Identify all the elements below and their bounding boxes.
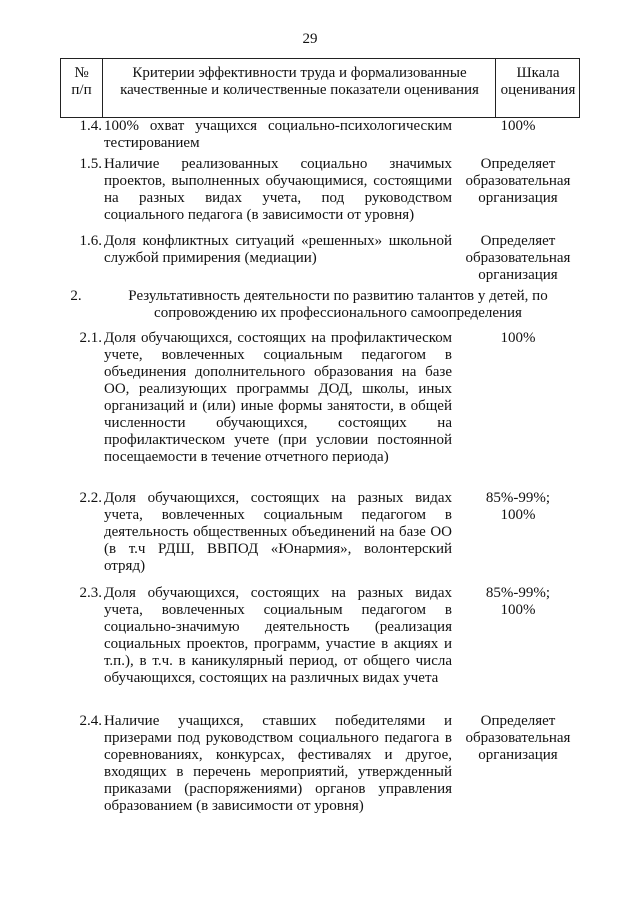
row-text: 100% охват учащихся социально-психологическим тестированием (104, 118, 452, 151)
page-number: 29 (302, 31, 318, 47)
row-scale: Определяет образовательная организация (465, 713, 571, 763)
section-title: Результативность деятельности по развитию талантов у детей, по сопровождению их профессионального самоопределения (128, 288, 548, 321)
row-num: 1.6. (79, 233, 102, 249)
row-text: Доля обучающихся, состоящих на разных видах учета, вовлеченных социальным педагогом в социально-значимую деятельность (реализация социальных проектов, программ, участие в акциях и т.п.), в т.ч. в каникулярный период, от общего числа обучающихся, состоящих на различных видах учета (104, 585, 452, 686)
row-text: Доля обучающихся, состоящих на профилактическом учете, вовлеченных социальным педагогом в объединения дополнительного образования на базе ОО, реализующих программы ДОД, школы, иных организаций и (или) иные формы занятости, в общей численности обучающихся, состоящих на профилактическом учете (при условии постоянной посещаемости в течение отчетного периода) (104, 330, 452, 465)
table-header (60, 58, 580, 118)
row-scale: Определяет образовательная организация (465, 156, 571, 206)
row-text: Наличие учащихся, ставших победителями и призерами под руководством социального педагога в соревнованиях, конкурсах, фестивалях и другое, входящих в перечень мероприятий, утвержденный приказами (распоряжениями) органов управления образованием (в зависимости от уровня) (104, 713, 452, 814)
row-text: Наличие реализованных социально значимых проектов, выполненных обучающимися, состоящими на разных видах учета, под руководством социального педагога (в зависимости от уровня) (104, 156, 452, 223)
row-scale: 100% (500, 118, 536, 134)
section-num: 2. (70, 288, 82, 304)
header-criteria: Критерии эффективности труда и формализованные качественные и количественные показатели оценивания (104, 59, 496, 117)
row-num: 1.4. (79, 118, 102, 134)
header-scale: Шкала оценивания (500, 65, 576, 98)
row-num: 2.1. (79, 330, 102, 346)
row-num: 2.3. (79, 585, 102, 601)
header-num: № п/п (61, 59, 103, 117)
row-scale: 85%-99%; 100% (485, 490, 551, 523)
row-scale: Определяет образовательная организация (465, 233, 571, 283)
row-scale: 85%-99%; 100% (485, 585, 551, 618)
row-scale: 100% (500, 330, 536, 346)
row-num: 1.5. (79, 156, 102, 172)
row-text: Доля обучающихся, состоящих на разных видах учета, вовлеченных социальным педагогом в деятельность общественных объединений на базе ОО (в т.ч РДШ, ВВПОД «Юнармия», волонтерский отряд) (104, 490, 452, 574)
row-num: 2.4. (79, 713, 102, 729)
row-text: Доля конфликтных ситуаций «решенных» школьной службой примирения (медиации) (104, 233, 452, 266)
row-num: 2.2. (79, 490, 102, 506)
